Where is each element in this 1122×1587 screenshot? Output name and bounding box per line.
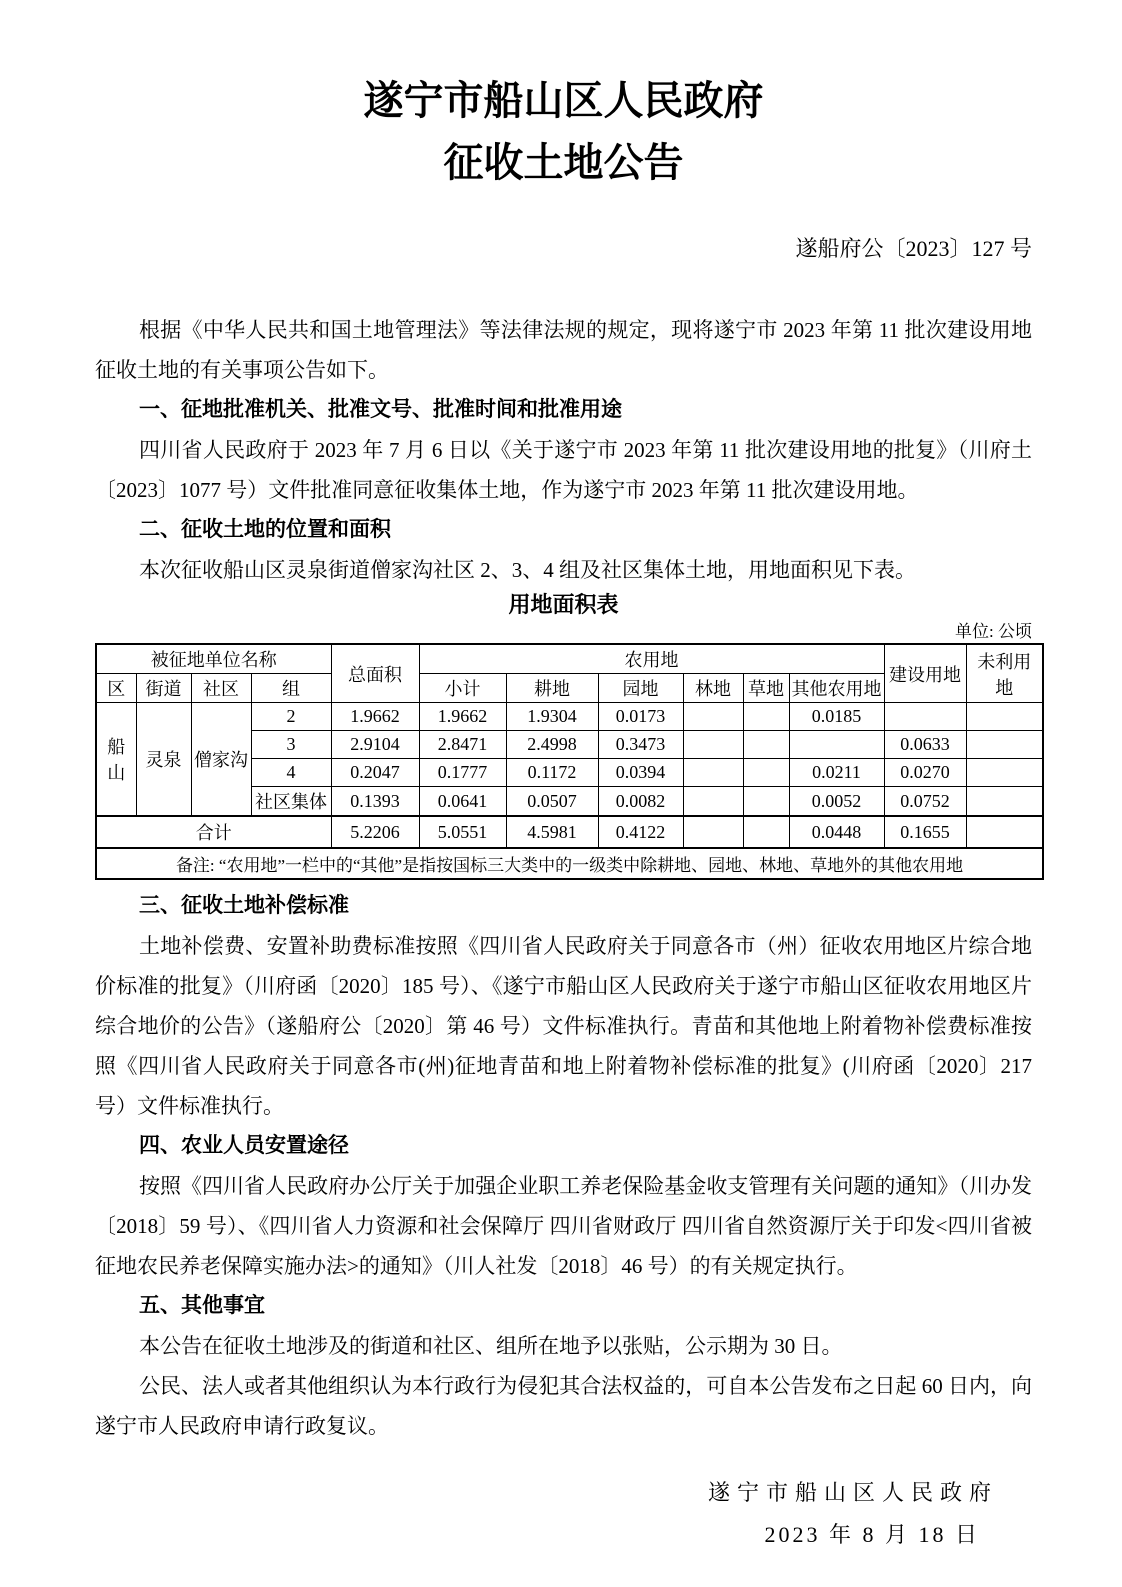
- cell-construction: 0.0633: [884, 731, 966, 759]
- cell-grass: [743, 816, 789, 848]
- land-area-table-title: 用地面积表: [508, 592, 619, 617]
- table-note-row: [96, 848, 1043, 879]
- document-title-line2: 征收土地公告: [443, 140, 684, 185]
- table-row: [96, 703, 1043, 731]
- section-5-body-1: 本公告在征收土地涉及的街道和社区、组所在地予以张贴，公示期为 30 日。: [139, 1334, 843, 1358]
- header-cell-unused-land: 未利用地: [966, 644, 1043, 703]
- section-5-body-2: 公民、法人或者其他组织认为本行政行为侵犯其合法权益的，可自本公告发布之日起 60 日内，向遂宁市人民政府申请行政复议。: [95, 1374, 1032, 1438]
- cell-district: 船山: [96, 703, 136, 817]
- cell-other: 0.0052: [789, 787, 884, 817]
- header-cell-forest: 林地: [683, 674, 743, 703]
- header-cell-garden: 园地: [598, 674, 683, 703]
- cell-total: 0.1393: [331, 787, 419, 817]
- cell-total: 1.9662: [331, 703, 419, 731]
- section-4-body: 按照《四川省人民政府办公厅关于加强企业职工养老保险基金收支管理有关问题的通知》（川办发〔2018〕59 号）、《四川省人力资源和社会保障厅 四川省财政厅 四川省自然资源厅关于印发<四川省被征地农民养老保障实施办法>的通知》（川人社发〔2018〕46 号）的有关规定执行。: [95, 1174, 1032, 1278]
- cell-unused: [966, 703, 1043, 731]
- land-area-table: [95, 643, 1044, 880]
- cell-cultivated: 0.0507: [506, 787, 598, 817]
- header-cell-community: 社区: [191, 674, 251, 703]
- header-cell-agricultural-land: 农用地: [419, 644, 884, 674]
- cell-unused: [966, 816, 1043, 848]
- intro-paragraph: 根据《中华人民共和国土地管理法》等法律法规的规定，现将遂宁市 2023 年第 11 批次建设用地征收土地的有关事项公告如下。: [95, 318, 1032, 382]
- cell-group: 4: [251, 759, 331, 787]
- cell-grass: [743, 703, 789, 731]
- header-cell-district: 区: [96, 674, 136, 703]
- cell-cultivated: 2.4998: [506, 731, 598, 759]
- cell-cultivated: 1.9304: [506, 703, 598, 731]
- cell-other: 0.0185: [789, 703, 884, 731]
- cell-construction: 0.1655: [884, 816, 966, 848]
- cell-garden: 0.3473: [598, 731, 683, 759]
- section-1-heading: 一、征地批准机关、批准文号、批准时间和批准用途: [139, 398, 622, 421]
- cell-garden: 0.0394: [598, 759, 683, 787]
- signature-issuer: 遂宁市船山区人民政府: [707, 1480, 998, 1505]
- cell-community: 僧家沟: [191, 703, 251, 817]
- cell-other: 0.0448: [789, 816, 884, 848]
- table-note: 备注: “农用地”一栏中的“其他”是指按国标三大类中的一级类中除耕地、园地、林地、草地外的其他农用地: [96, 848, 1043, 879]
- document-title-line1: 遂宁市船山区人民政府: [363, 78, 764, 123]
- header-cell-grass: 草地: [743, 674, 789, 703]
- cell-total: 5.2206: [331, 816, 419, 848]
- cell-group: 3: [251, 731, 331, 759]
- cell-unused: [966, 731, 1043, 759]
- cell-forest: [683, 787, 743, 817]
- table-unit-label: 单位: 公顷: [955, 622, 1032, 641]
- cell-cultivated: 0.1172: [506, 759, 598, 787]
- cell-construction: [884, 703, 966, 731]
- cell-forest: [683, 731, 743, 759]
- section-1-body: 四川省人民政府于 2023 年 7 月 6 日以《关于遂宁市 2023 年第 11 批次建设用地的批复》（川府土〔2023〕1077 号）文件批准同意征收集体土地，作为遂宁市 2023 年第 11 批次建设用地。: [95, 438, 1032, 502]
- signature-date: 2023 年 8 月 18 日: [764, 1522, 980, 1547]
- cell-garden: 0.0082: [598, 787, 683, 817]
- cell-forest: [683, 759, 743, 787]
- header-cell-street: 街道: [136, 674, 191, 703]
- cell-unused: [966, 759, 1043, 787]
- cell-subtotal: 5.0551: [419, 816, 506, 848]
- cell-construction: 0.0270: [884, 759, 966, 787]
- section-4-heading: 四、农业人员安置途径: [139, 1134, 349, 1157]
- cell-grass: [743, 787, 789, 817]
- cell-group: 社区集体: [251, 787, 331, 817]
- signature-block: [95, 1472, 1032, 1556]
- cell-forest: [683, 816, 743, 848]
- section-2-heading: 二、征收土地的位置和面积: [139, 518, 391, 541]
- cell-other: [789, 731, 884, 759]
- cell-group: 2: [251, 703, 331, 731]
- cell-subtotal: 1.9662: [419, 703, 506, 731]
- cell-street: 灵泉: [136, 703, 191, 817]
- table-total-row: [96, 816, 1043, 848]
- section-2-body: 本次征收船山区灵泉街道僧家沟社区 2、3、4 组及社区集体土地，用地面积见下表。: [139, 558, 916, 582]
- cell-garden: 0.4122: [598, 816, 683, 848]
- cell-forest: [683, 703, 743, 731]
- cell-subtotal: 0.0641: [419, 787, 506, 817]
- header-cell-construction-land: 建设用地: [884, 644, 966, 703]
- header-cell-cultivated: 耕地: [506, 674, 598, 703]
- table-header-row-1: [96, 644, 1043, 674]
- section-5-heading: 五、其他事宜: [139, 1294, 265, 1317]
- header-cell-subtotal: 小计: [419, 674, 506, 703]
- section-3-heading: 三、征收土地补偿标准: [139, 894, 349, 917]
- cell-cultivated: 4.5981: [506, 816, 598, 848]
- cell-subtotal: 2.8471: [419, 731, 506, 759]
- cell-grass: [743, 731, 789, 759]
- cell-subtotal: 0.1777: [419, 759, 506, 787]
- document-number: 遂船府公〔2023〕127 号: [795, 236, 1032, 261]
- cell-total-label: 合计: [96, 816, 331, 848]
- cell-total: 2.9104: [331, 731, 419, 759]
- header-cell-unit-name-group: 被征地单位名称: [96, 644, 331, 674]
- section-3-body: 土地补偿费、安置补助费标准按照《四川省人民政府关于同意各市（州）征收农用地区片综合地价标准的批复》（川府函〔2020〕185 号）、《遂宁市船山区人民政府关于遂宁市船山区征收农用地区片综合地价的公告》（遂船府公〔2020〕第 46 号）文件标准执行。青苗和其他地上附着物补偿费标准按照《四川省人民政府关于同意各市(州)征地青苗和地上附着物补偿标准的批复》(川府函〔2020〕217 号）文件标准执行。: [95, 934, 1032, 1118]
- cell-grass: [743, 759, 789, 787]
- header-cell-total-area: 总面积: [331, 644, 419, 703]
- cell-garden: 0.0173: [598, 703, 683, 731]
- cell-construction: 0.0752: [884, 787, 966, 817]
- header-cell-group: 组: [251, 674, 331, 703]
- header-cell-other-agricultural: 其他农用地: [789, 674, 884, 703]
- cell-total: 0.2047: [331, 759, 419, 787]
- cell-other: 0.0211: [789, 759, 884, 787]
- cell-unused: [966, 787, 1043, 817]
